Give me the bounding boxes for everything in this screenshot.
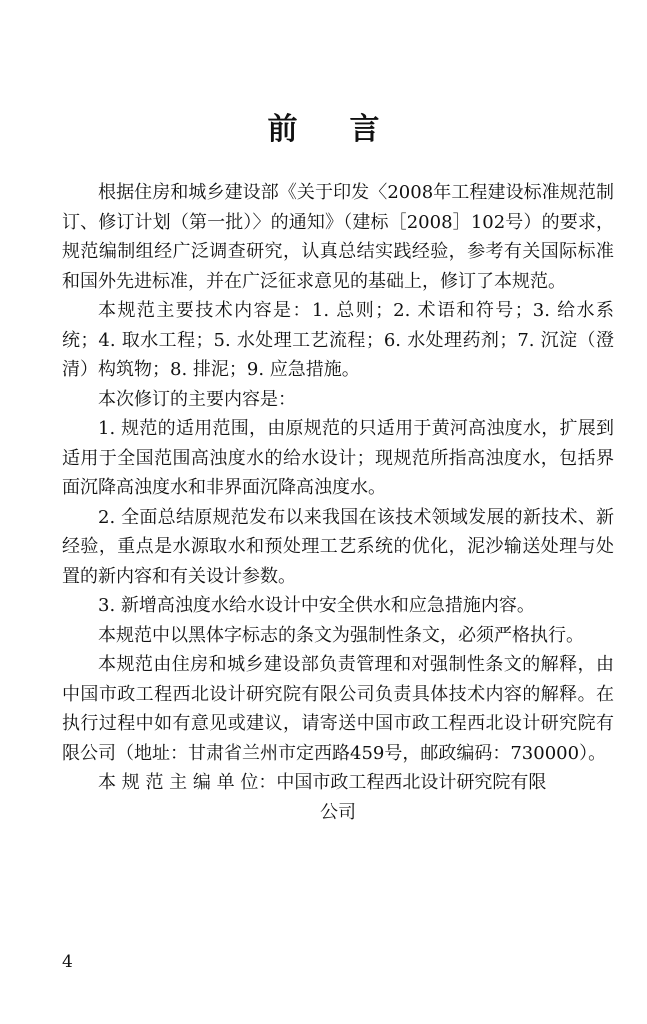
editor-unit-org: 中国市政工程西北设计研究院有限 xyxy=(276,772,547,793)
editor-unit-org-continued: 公司 xyxy=(320,801,356,823)
paragraph-1: 根据住房和城乡建设部《关于印发〈2008年工程建设标准规范制订、修订计划（第一批）〉的通知》（建标［2008］102号）的要求，规范编制组经广泛调查研究，认真总结实践经验，参考有关国际标准和国外先进标准，并在广泛征求意见的基础上，修订了本规范。 xyxy=(62,182,614,292)
page-number: 4 xyxy=(62,952,73,972)
paragraph-7: 本规范中以黑体字标志的条文为强制性条文，必须严格执行。 xyxy=(98,624,584,646)
page-title xyxy=(0,104,647,148)
editor-unit-label: 本 规 范 主 编 单 位： xyxy=(98,772,277,793)
paragraph-4: 1. 规范的适用范围，由原规范的只适用于黄河高浊度水，扩展到适用于全国范围高浊度水的给水设计；现规范所指高浊度水，包括界面沉降高浊度水和非界面沉降高浊度水。 xyxy=(62,418,614,498)
paragraph-8: 本规范由住房和城乡建设部负责管理和对强制性条文的解释，由中国市政工程西北设计研究院有限公司负责具体技术内容的解释。在执行过程中如有意见或建议，请寄送中国市政工程西北设计研究院有限公司（地址：甘肃省兰州市定西路459号，邮政编码：730000）。 xyxy=(62,654,614,764)
paragraph-6: 3. 新增高浊度水给水设计中安全供水和应急措施内容。 xyxy=(98,595,535,616)
paragraph-2: 本规范主要技术内容是：1. 总则；2. 术语和符号；3. 给水系统；4. 取水工程；5. 水处理工艺流程；6. 水处理药剂；7. 沉淀（澄清）构筑物；8. 排泥；9. 应急措施。 xyxy=(62,300,614,380)
title-char-1: 前 xyxy=(267,112,298,147)
editor-unit-paragraph xyxy=(62,768,614,827)
preface-body xyxy=(62,178,614,827)
paragraph-3: 本次修订的主要内容是： xyxy=(98,388,296,410)
title-char-2: 言 xyxy=(349,112,380,147)
paragraph-5: 2. 全面总结原规范发布以来我国在该技术领域发展的新技术、新经验，重点是水源取水和预处理工艺系统的优化，泥沙输送处理与处置的新内容和有关设计参数。 xyxy=(62,506,614,587)
